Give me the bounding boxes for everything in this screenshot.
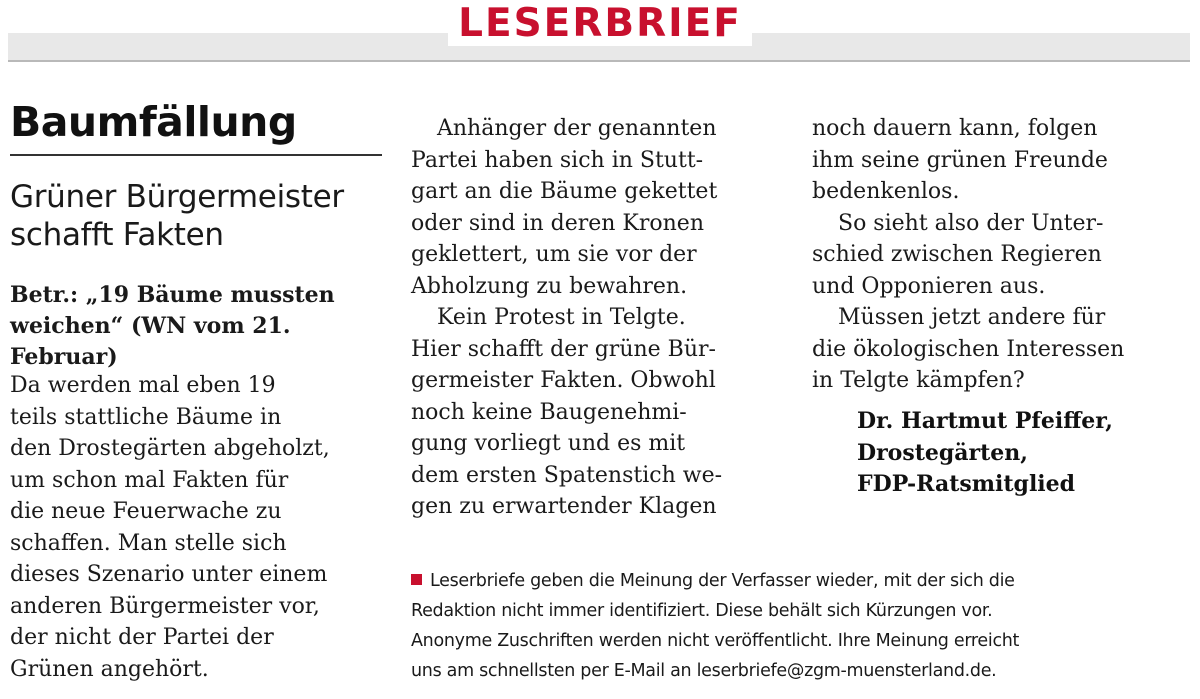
- text-line: um schon mal Fakten für: [10, 467, 289, 493]
- signature-line: Drostegärten,: [857, 439, 1028, 466]
- text-line: in Telgte kämpfen?: [812, 368, 1025, 393]
- text-line: die neue Feuerwache zu: [10, 499, 282, 524]
- text-line: teils stattliche Bäume in: [10, 404, 282, 430]
- body-column-3: [812, 113, 1177, 397]
- body-paragraph: [411, 302, 786, 523]
- text-line: anderen Bürgermeister vor,: [10, 593, 320, 619]
- text-line: Müssen jetzt andere für: [838, 305, 1106, 330]
- article-reference: [10, 280, 388, 373]
- text-line: Anhänger der genannten: [437, 116, 717, 141]
- text-line: noch dauern kann, folgen: [812, 116, 1098, 141]
- subheadline-line: Grüner Bürgermeister: [10, 179, 344, 215]
- body-paragraph: [10, 370, 392, 685]
- text-line: Partei haben sich in Stutt-: [411, 147, 704, 173]
- text-line: die ökologischen Interessen: [812, 336, 1125, 362]
- headline-rule: [10, 154, 382, 156]
- article-headline: Baumfällung: [10, 98, 297, 146]
- editorial-notice: [411, 566, 1193, 686]
- subheadline-line: schafft Fakten: [10, 217, 224, 253]
- body-paragraph: [812, 113, 1177, 208]
- rubric-heading: [0, 2, 1200, 46]
- signature-line: Dr. Hartmut Pfeiffer,: [857, 408, 1113, 434]
- text-line: der nicht der Partei der: [10, 625, 274, 650]
- text-line: noch keine Baugenehmi-: [411, 399, 687, 425]
- reference-line: weichen“ (WN vom 21.: [10, 313, 291, 339]
- signature-line: FDP-Ratsmitglied: [857, 471, 1076, 497]
- text-line: dieses Szenario unter einem: [10, 562, 328, 587]
- red-square-bullet-icon: [411, 574, 422, 585]
- notice-line: uns am schnellsten per E-Mail an leserbriefe@zgm-muensterland.de.: [411, 661, 997, 681]
- text-line: Abholzung zu bewahren.: [411, 273, 688, 299]
- text-line: oder sind in deren Kronen: [411, 210, 704, 236]
- body-paragraph: [411, 113, 786, 302]
- text-line: den Drostegärten abgeholzt,: [10, 436, 330, 461]
- text-line: dem ersten Spatenstich we-: [411, 462, 723, 488]
- text-line: bedenkenlos.: [812, 179, 960, 204]
- text-line: gart an die Bäume gekettet: [411, 179, 718, 204]
- reference-line: Februar): [10, 344, 118, 370]
- body-paragraph: [812, 302, 1177, 397]
- body-column-1: [10, 370, 392, 685]
- notice-line: Anonyme Zuschriften werden nicht veröffentlicht. Ihre Meinung erreicht: [411, 631, 1020, 651]
- text-line: Da werden mal eben 19: [10, 373, 276, 398]
- text-line: und Opponieren aus.: [812, 273, 1046, 299]
- reference-line: Betr.: „19 Bäume mussten: [10, 282, 335, 308]
- article-subheadline: [10, 178, 390, 254]
- body-column-2: [411, 113, 786, 523]
- body-paragraph: [812, 208, 1177, 303]
- text-line: Hier schafft der grüne Bür-: [411, 336, 716, 362]
- text-line: So sieht also der Unter-: [838, 210, 1104, 236]
- notice-line: Leserbriefe geben die Meinung der Verfasser wieder, mit der sich die: [430, 571, 1015, 591]
- text-line: schaffen. Man stelle sich: [10, 530, 287, 556]
- text-line: Grünen angehört.: [10, 656, 209, 682]
- text-line: ihm seine grünen Freunde: [812, 147, 1108, 173]
- text-line: geklettert, um sie vor der: [411, 242, 697, 267]
- text-line: schied zwischen Regieren: [812, 242, 1102, 267]
- rubric-label: LESERBRIEF: [448, 1, 752, 46]
- author-signature: [857, 406, 1113, 501]
- text-line: germeister Fakten. Obwohl: [411, 368, 716, 393]
- notice-line: Redaktion nicht immer identifiziert. Diese behält sich Kürzungen vor.: [411, 601, 993, 621]
- text-line: Kein Protest in Telgte.: [437, 305, 686, 330]
- text-line: gen zu erwartender Klagen: [411, 494, 717, 519]
- text-line: gung vorliegt und es mit: [411, 431, 686, 456]
